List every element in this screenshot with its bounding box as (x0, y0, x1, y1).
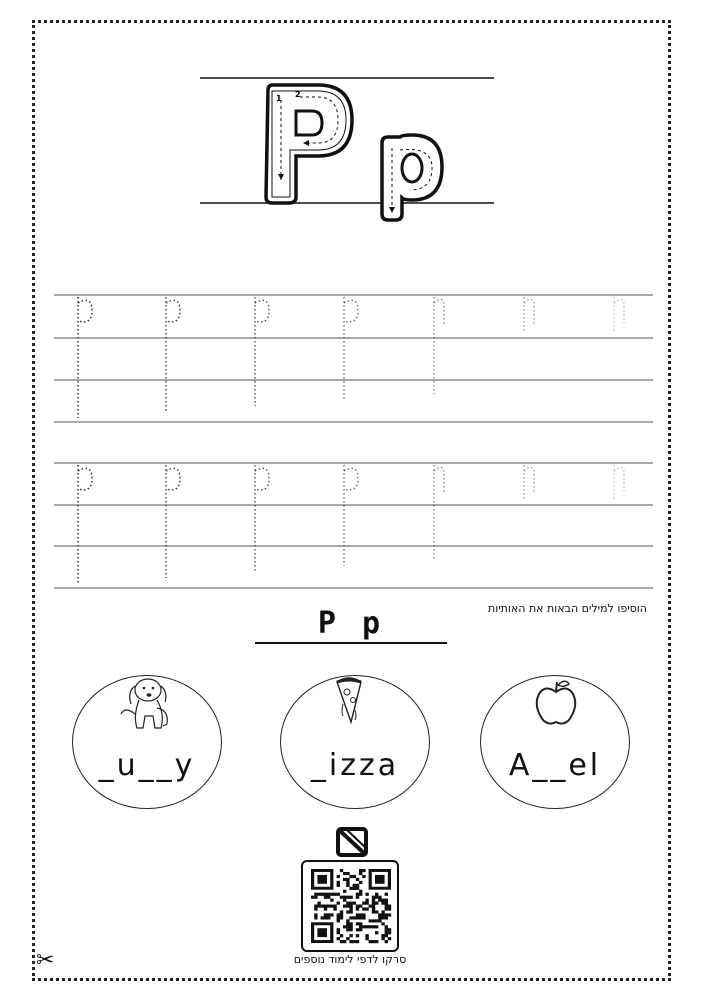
qr-code-frame (301, 860, 399, 952)
word-text: A__el (508, 748, 602, 783)
scan-caption: סרקו לדפי לימוד נוספים (293, 953, 407, 966)
stroke-number-2: 2 (295, 90, 301, 99)
word-text: _izza (310, 748, 400, 783)
stroke-number-1: 1 (276, 94, 282, 103)
qr-code (311, 869, 391, 943)
word-text: _u__y (98, 748, 196, 783)
instruction-text: הוסיפו למילים הבאות את האותיות (488, 602, 647, 615)
scissors-icon: ✂ (36, 948, 55, 973)
letters-title: P p (255, 606, 447, 644)
